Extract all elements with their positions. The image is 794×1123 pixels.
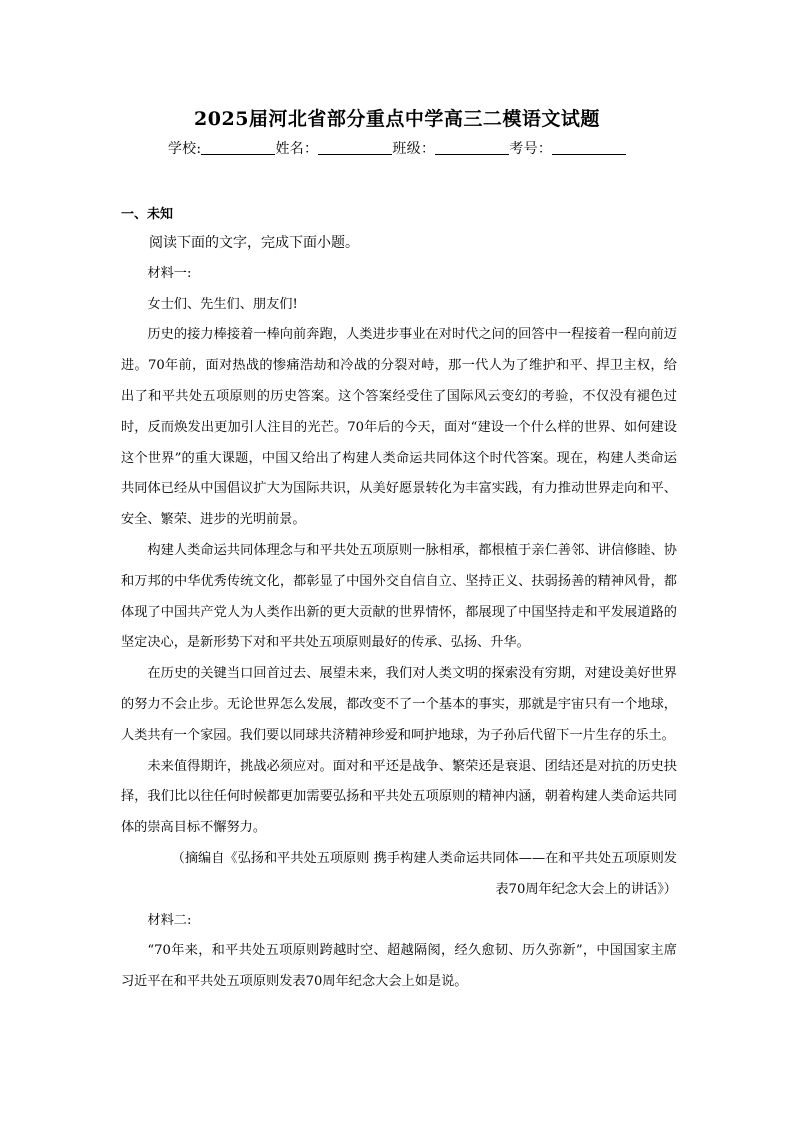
- class-label: 班级：: [392, 141, 436, 157]
- material-one-label: 材料一:: [147, 265, 192, 281]
- source-citation: （摘编自《弘扬和平共处五项原则 携手构建人类命运共同体——在和平共处五项原则发表70周年纪念大会上的讲话》）: [171, 850, 677, 897]
- paragraph: 构建人类命运共同体理念与和平共处五项原则一脉相承，都根植于亲仁善邻、讲信修睦、协和万邦的中华优秀传统文化，都彰显了中国外交自信自立、坚持正义、扶弱扬善的精神风骨，都体现了中国共产党人为人类作出新的更大贡献的世界情怀，都展现了中国坚持走和平发展道路的坚定决心，是新形势下对和平共处五项原则最好的传承、弘扬、升华。: [121, 542, 677, 651]
- exam-number-blank[interactable]: [552, 140, 626, 155]
- exam-number-label: 考号：: [509, 141, 553, 157]
- class-blank[interactable]: [435, 140, 509, 155]
- section-heading: 一、未知: [121, 207, 174, 222]
- name-label: 姓名：: [275, 141, 319, 157]
- instruction-text: 阅读下面的文字，完成下面小题。: [149, 235, 359, 251]
- reading-passage: [121, 228, 677, 998]
- greeting: 女士们、先生们、朋友们!: [147, 296, 298, 312]
- page-title: 2025届河北省部分重点中学高三二模语文试题: [194, 108, 600, 130]
- student-info-line: [0, 138, 794, 158]
- name-blank[interactable]: [318, 140, 392, 155]
- paragraph: 在历史的关键当口回首过去、展望未来，我们对人类文明的探索没有穷期，对建设美好世界的努力不会止步。无论世界怎么发展，都改变不了一个基本的事实，那就是宇宙只有一个地球，人类共有一个家园。我们要以同球共济精神珍爱和呵护地球，为子孙后代留下一片生存的乐土。: [121, 666, 677, 743]
- material-two-paragraph: “70年来，和平共处五项原则跨越时空、超越隔阂，经久愈韧、历久弥新”，中国国家主席习近平在和平共处五项原则发表70周年纪念大会上如是说。: [121, 943, 677, 990]
- school-blank[interactable]: [201, 140, 275, 155]
- paragraph: 历史的接力棒接着一棒向前奔跑，人类进步事业在对时代之问的回答中一程接着一程向前迈进。70年前，面对热战的惨痛浩劫和冷战的分裂对峙，那一代人为了维护和平、捍卫主权，给出了和平共处五项原则的历史答案。这个答案经受住了国际风云变幻的考验，不仅没有褪色过时，反而焕发出更加引人注目的光芒。70年后的今天，面对“建设一个什么样的世界、如何建设这个世界”的重大课题，中国又给出了构建人类命运共同体这个时代答案。现在，构建人类命运共同体已经从中国倡议扩大为国际共识，从美好愿景转化为丰富实践，有力推动世界走向和平、安全、繁荣、进步的光明前景。: [121, 327, 677, 528]
- paragraph: 未来值得期许，挑战必须应对。面对和平还是战争、繁荣还是衰退、团结还是对抗的历史抉择，我们比以往任何时候都更加需要弘扬和平共处五项原则的精神内涵，朝着构建人类命运共同体的崇高目标不懈努力。: [121, 758, 677, 836]
- school-label: 学校:: [167, 141, 202, 157]
- material-two-label: 材料二:: [147, 912, 192, 928]
